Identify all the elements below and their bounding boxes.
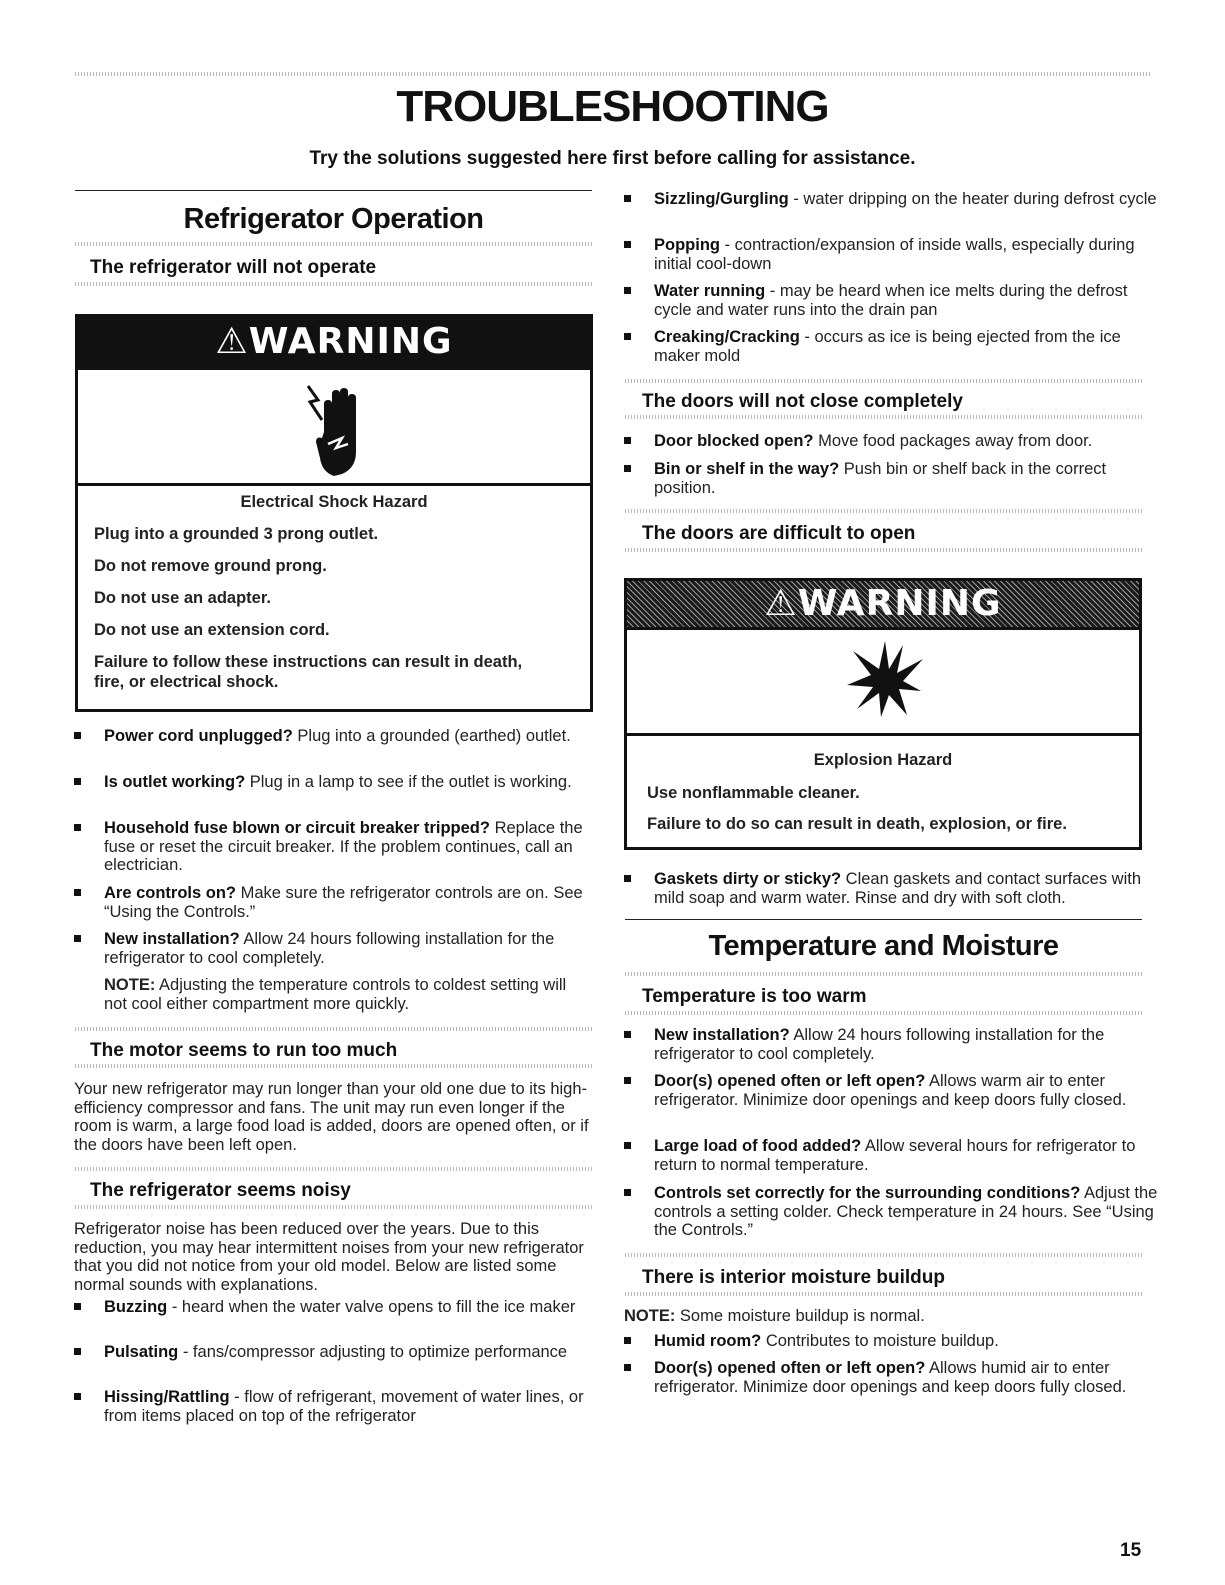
section-rule [75, 190, 592, 191]
heading-rule [625, 1292, 1142, 1296]
list-item: Door(s) opened often or left open? Allows warm air to enter refrigerator. Minimize door openings and keep doors fully closed. [624, 1072, 1166, 1109]
heading-rule [625, 1011, 1142, 1015]
divider [627, 733, 1139, 736]
list-item: Are controls on? Make sure the refrigerator controls are on. See “Using the Controls.” [74, 884, 592, 921]
list-item: Controls set correctly for the surrounding conditions? Adjust the controls a setting colder. Check temperature in 24 hours. See “Using the Controls.” [624, 1184, 1166, 1240]
warning-line: Do not use an extension cord. [94, 621, 330, 639]
list-item: Creaking/Cracking - occurs as ice is being ejected from the ice maker mold [624, 328, 1164, 365]
list-item: New installation? Allow 24 hours following installation for the refrigerator to cool completely. [74, 930, 592, 967]
runs-too-much-text: Your new refrigerator may run longer than your old one due to its high-efficiency compressor and fans. The unit may run even longer if the room is warm, a large food load is added, doors are opened often, or if the doors have been left open. [74, 1080, 589, 1154]
heading-rule [75, 1167, 592, 1171]
list-item: Power cord unplugged? Plug into a grounded (earthed) outlet. [74, 727, 592, 746]
list-item: Door blocked open? Move food packages away from door. [624, 432, 1164, 451]
explosion-icon [845, 639, 925, 719]
list-item: Pulsating - fans/compressor adjusting to optimize performance [74, 1343, 592, 1362]
heading-rule [75, 1027, 592, 1031]
warning-line: Do not remove ground prong. [94, 557, 327, 575]
explosion-warning [624, 578, 1142, 850]
warning-line: Failure to do so can result in death, explosion, or fire. [647, 815, 1067, 833]
page-title: TROUBLESHOOTING [396, 82, 829, 131]
warning-line: Do not use an adapter. [94, 589, 271, 607]
divider [78, 367, 590, 370]
heading-rule [75, 282, 592, 286]
warning-title: Explosion Hazard [813, 751, 953, 769]
heading-rule [625, 509, 1142, 513]
heading-runs-too-much: The motor seems to run too much [90, 1040, 398, 1061]
note: NOTE: Adjusting the temperature controls to coldest setting will not cool either compartment more quickly. [104, 976, 567, 1013]
list-item: Gaskets dirty or sticky? Clean gaskets and contact surfaces with mild soap and warm water. Rinse and dry with soft cloth. [624, 870, 1172, 907]
warning-line: Failure to follow these instructions can result in death, [94, 653, 523, 671]
section-title-refrigerator-operation: Refrigerator Operation [183, 203, 484, 235]
warning-line: Use nonflammable cleaner. [647, 784, 860, 802]
list-item: Large load of food added? Allow several hours for refrigerator to return to normal temperature. [624, 1137, 1166, 1174]
heading-noisy: The refrigerator seems noisy [90, 1180, 351, 1201]
heading-rule [75, 1064, 592, 1068]
heading-rule [625, 1253, 1142, 1257]
list-item: Sizzling/Gurgling - water dripping on the heater during defrost cycle [624, 190, 1164, 209]
list-item: Bin or shelf in the way? Push bin or shelf back in the correct position. [624, 460, 1164, 497]
list-item: Household fuse blown or circuit breaker tripped? Replace the fuse or reset the circuit breaker. If the problem continues, call an electrician. [74, 819, 592, 875]
heading-doors-not-close: The doors will not close completely [642, 391, 963, 412]
section-rule [625, 919, 1142, 920]
heading-rule [75, 242, 592, 246]
list-item: Hissing/Rattling - flow of refrigerant, movement of water lines, or from items placed on top of the refrigerator [74, 1388, 592, 1425]
list-item: New installation? Allow 24 hours following installation for the refrigerator to cool completely. [624, 1026, 1166, 1063]
heading-rule [75, 1205, 592, 1209]
warning-line: Plug into a grounded 3 prong outlet. [94, 525, 379, 543]
divider [627, 627, 1139, 630]
list-item: Water running - may be heard when ice melts during the defrost cycle and water runs into the drain pan [624, 282, 1164, 319]
electrical-shock-warning [75, 314, 593, 712]
warning-banner: ⚠WARNING [78, 317, 590, 367]
page-number: 15 [1120, 1540, 1142, 1561]
heading-doors-difficult: The doors are difficult to open [642, 523, 916, 544]
electrical-shock-icon [304, 382, 368, 480]
warning-title: Electrical Shock Hazard [240, 493, 428, 511]
heading-rule [625, 379, 1142, 383]
heading-rule [625, 548, 1142, 552]
list-item: Is outlet working? Plug in a lamp to see if the outlet is working. [74, 773, 592, 792]
heading-rule [625, 415, 1142, 419]
section-title-temperature-moisture: Temperature and Moisture [708, 930, 1059, 962]
list-item: Door(s) opened often or left open? Allows humid air to enter refrigerator. Minimize door openings and keep doors fully closed. [624, 1359, 1166, 1396]
heading-moisture: There is interior moisture buildup [642, 1267, 945, 1288]
top-rule [75, 72, 1150, 76]
list-item: Humid room? Contributes to moisture buildup. [624, 1332, 1166, 1351]
noisy-text: Refrigerator noise has been reduced over the years. Due to this reduction, you may hear intermittent noises from your new refrigerator that you did not notice from your old model. Below are listed some normal sounds with explanations. [74, 1220, 584, 1294]
list-item: Popping - contraction/expansion of inside walls, especially during initial cool-down [624, 236, 1164, 273]
warning-line: fire, or electrical shock. [94, 673, 279, 691]
list-item: Buzzing - heard when the water valve opens to fill the ice maker [74, 1298, 592, 1317]
heading-too-warm: Temperature is too warm [642, 986, 867, 1007]
note: NOTE: Some moisture buildup is normal. [624, 1307, 925, 1325]
heading-rule [625, 972, 1142, 976]
divider [78, 483, 590, 486]
warning-banner: ⚠WARNING [627, 581, 1139, 627]
page-subtitle: Try the solutions suggested here first before calling for assistance. [309, 148, 916, 169]
heading-will-not-operate: The refrigerator will not operate [90, 257, 377, 278]
